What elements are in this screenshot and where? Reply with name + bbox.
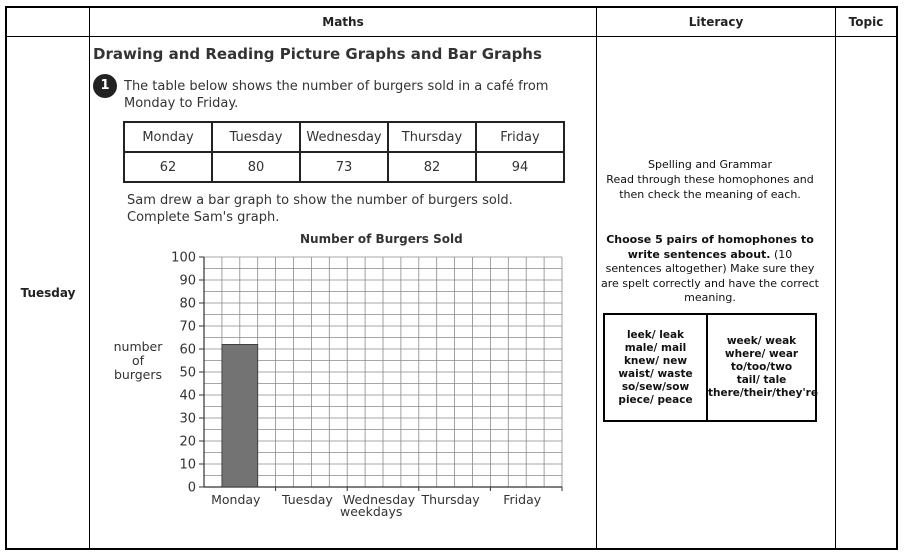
maths-title: Drawing and Reading Picture Graphs and Bar Graphs xyxy=(93,45,542,63)
header-literacy: Literacy xyxy=(688,15,744,29)
chart-y-tick-label: 10 xyxy=(179,457,196,473)
graph-instruction: Sam drew a bar graph to show the number of burgers sold. Complete Sam's graph. xyxy=(127,193,513,225)
table-day-cell: Wednesday xyxy=(300,122,388,152)
table-day-cell: Friday xyxy=(476,122,564,152)
literacy-task xyxy=(591,233,829,306)
chart-y-tick-label: 30 xyxy=(179,411,196,427)
homophone-item: there/their/they're xyxy=(708,387,818,399)
table-day-cell: Monday xyxy=(124,122,212,152)
column-divider xyxy=(835,8,836,548)
literacy-intro: Read through these homophones and then check the meaning of each. xyxy=(606,173,814,201)
header-maths: Maths xyxy=(322,15,364,29)
chart-y-tick-label: 80 xyxy=(179,296,196,312)
chart-x-tick-label: Wednesday xyxy=(342,492,416,507)
table-value-cell: 82 xyxy=(388,152,476,182)
burger-sales-table xyxy=(123,121,565,183)
chart-x-axis-label: weekdays xyxy=(340,504,403,519)
chart-y-tick-label: 100 xyxy=(171,250,196,266)
chart-y-tick-label: 40 xyxy=(179,388,196,404)
homophone-item: knew/ new xyxy=(623,354,688,367)
table-day-cell: Tuesday xyxy=(212,122,300,152)
burger-bar-chart xyxy=(150,240,570,510)
table-value-cell: 73 xyxy=(300,152,388,182)
homophones-left-column xyxy=(605,315,708,420)
chart-x-tick-label: Friday xyxy=(503,492,542,507)
chart-y-tick-label: 20 xyxy=(179,434,196,450)
chart-y-tick-label: 90 xyxy=(179,273,196,289)
table-value-cell: 80 xyxy=(212,152,300,182)
chart-bar-monday xyxy=(222,344,258,487)
homophones-right-column xyxy=(708,315,818,420)
table-value-cell: 62 xyxy=(124,152,212,182)
homophones-box xyxy=(603,313,817,422)
homophone-item: leek/ leak xyxy=(626,328,685,341)
day-label: Tuesday xyxy=(20,286,76,300)
chart-x-tick-label: Monday xyxy=(211,492,261,507)
homophone-item: week/ weak xyxy=(726,335,797,347)
chart-y-tick-label: 50 xyxy=(179,365,196,381)
literacy-task-rest: (10 sentences altogether) Make sure they are spelt correctly and have the correct meaning. xyxy=(601,247,819,304)
chart-y-tick-label: 70 xyxy=(179,319,196,335)
homophone-item: so/sew/sow xyxy=(621,380,690,393)
literacy-heading: Spelling and Grammar xyxy=(647,158,773,171)
chart-y-tick-label: 60 xyxy=(179,342,196,358)
literacy-task-bold: Choose 5 pairs of homophones to write sentences about. xyxy=(606,233,814,261)
chart-y-axis-label: number of burgers xyxy=(113,339,163,382)
chart-x-tick-label: Thursday xyxy=(421,492,480,507)
homophone-item: male/ mail xyxy=(624,341,687,354)
question-text: The table below shows the number of burgers sold in a café from Monday to Friday. xyxy=(124,79,549,111)
chart-title: Number of Burgers Sold xyxy=(300,232,463,246)
question-number-badge: 1 xyxy=(93,74,117,98)
homophone-item: tail/ tale xyxy=(736,374,787,386)
header-topic: Topic xyxy=(848,15,884,29)
chart-x-tick-label: Tuesday xyxy=(281,492,333,507)
homophone-item: piece/ peace xyxy=(618,393,693,406)
column-divider xyxy=(89,8,90,548)
table-header-row xyxy=(124,122,564,152)
table-value-row xyxy=(124,152,564,182)
chart-y-tick-label: 0 xyxy=(187,480,196,496)
homophone-item: where/ wear xyxy=(724,348,799,360)
table-value-cell: 94 xyxy=(476,152,564,182)
table-day-cell: Thursday xyxy=(388,122,476,152)
homophone-item: waist/ waste xyxy=(618,367,693,380)
homophone-item: to/too/two xyxy=(730,361,793,373)
